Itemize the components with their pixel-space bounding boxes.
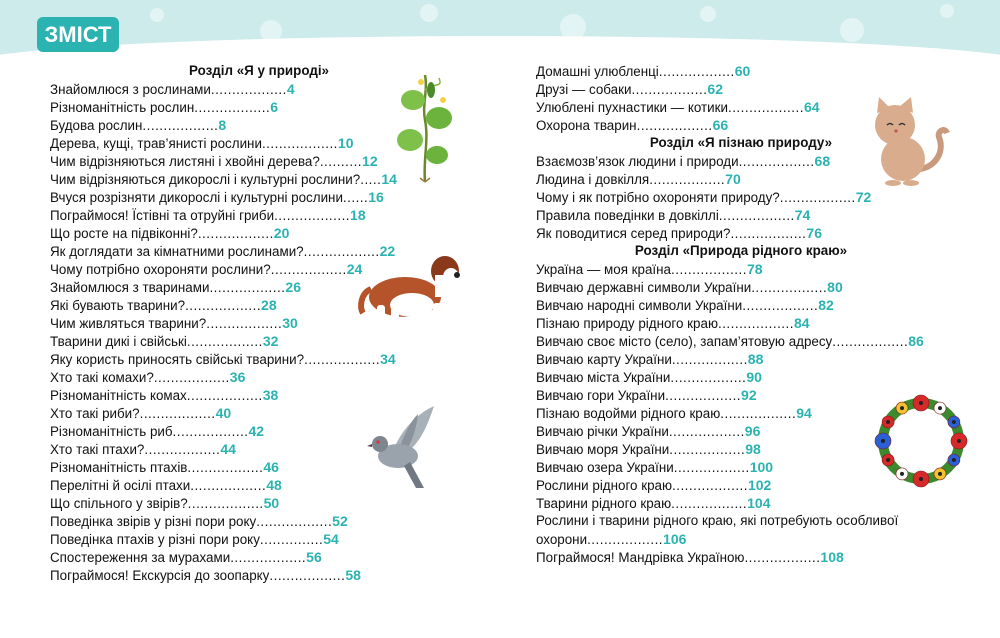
toc-dots: .................. xyxy=(190,478,267,493)
toc-entry-title: Улюблені пухнастики — котики xyxy=(536,100,728,115)
toc-entry-title: Рослини рідного краю xyxy=(536,478,673,493)
toc-dots: .................. xyxy=(738,154,815,169)
toc-dots: .................. xyxy=(718,208,795,223)
toc-dots: .......... xyxy=(319,154,363,169)
toc-entry[interactable] xyxy=(536,494,946,512)
toc-page-number[interactable]: 108 xyxy=(820,549,844,565)
wreath-flower-center xyxy=(952,420,956,424)
toc-dots: .................. xyxy=(587,532,664,547)
toc-dots: .................. xyxy=(669,442,746,457)
toc-entry-title: Різноманітність комах xyxy=(50,388,187,403)
toc-entry-title: Чим відрізняються листяні і хвойні дерева? xyxy=(50,154,320,169)
toc-entry-title: Різноманітність рослин xyxy=(50,100,195,115)
toc-dots: .................. xyxy=(672,478,748,493)
toc-dots: .................. xyxy=(671,262,747,277)
toc-entry-title: Пограймося! Їстівні та отруйні гриби xyxy=(50,208,275,223)
toc-page-number[interactable]: 32 xyxy=(262,333,279,349)
toc-page-number[interactable]: 62 xyxy=(707,81,723,97)
toc-entry[interactable] xyxy=(50,80,390,98)
toc-entry-title: Чим живляться тварини? xyxy=(50,316,207,331)
wreath-flower-center xyxy=(919,401,923,405)
toc-entry-title: Пограймося! Екскурсія до зоопарку xyxy=(50,568,270,583)
toc-entry[interactable] xyxy=(50,386,390,404)
toc-page-number[interactable]: 10 xyxy=(337,135,354,151)
toc-dots: .................. xyxy=(668,424,745,439)
toc-page-number[interactable]: 8 xyxy=(218,117,227,133)
toc-entry[interactable] xyxy=(536,296,946,314)
toc-entry[interactable] xyxy=(50,458,390,476)
toc-entry-title: Вивчаю народні символи України xyxy=(536,298,743,313)
toc-entry[interactable] xyxy=(536,350,946,368)
toc-entry[interactable] xyxy=(536,62,946,80)
toc-entry[interactable] xyxy=(50,170,397,188)
toc-page-number[interactable]: 18 xyxy=(350,207,366,223)
toc-page-number[interactable]: 24 xyxy=(346,261,363,277)
wreath-flower-center xyxy=(919,477,923,481)
toc-page-number[interactable]: 90 xyxy=(746,369,762,385)
toc-entry[interactable] xyxy=(536,206,946,224)
bubble-decoration xyxy=(940,4,954,18)
toc-dots: .................. xyxy=(670,370,747,385)
toc-page-number[interactable]: 92 xyxy=(741,387,757,403)
toc-entry[interactable] xyxy=(50,332,390,350)
toc-dots: .................. xyxy=(730,226,807,241)
toc-dots: .................. xyxy=(832,334,909,349)
toc-entry[interactable] xyxy=(50,404,390,422)
toc-dots: .................. xyxy=(230,550,307,565)
header-banner xyxy=(0,0,1000,58)
toc-page-number[interactable]: 12 xyxy=(362,153,378,169)
toc-page-number[interactable]: 34 xyxy=(380,351,396,367)
toc-entry[interactable] xyxy=(536,278,946,296)
flower-wreath-icon xyxy=(870,390,972,492)
wreath-flower-center xyxy=(957,439,961,443)
toc-entry[interactable] xyxy=(536,548,946,566)
toc-page-number[interactable]: 54 xyxy=(323,531,339,547)
toc-dots: .................. xyxy=(139,406,216,421)
toc-dots: .................. xyxy=(303,244,380,259)
toc-entry[interactable] xyxy=(536,80,946,98)
toc-entry[interactable] xyxy=(50,98,390,116)
toc-entry[interactable] xyxy=(50,134,390,152)
toc-entry[interactable] xyxy=(50,152,390,170)
toc-entry-title: Пограймося! Мандрівка Україною xyxy=(536,550,745,565)
toc-dots: .................. xyxy=(779,190,856,205)
toc-entry-title: Вивчаю державні символи України xyxy=(536,280,752,295)
toc-dots: .................. xyxy=(209,280,286,295)
toc-entry-title: Які бувають тварини? xyxy=(50,298,186,313)
toc-page-number[interactable]: 70 xyxy=(725,171,741,187)
toc-dots: .................. xyxy=(649,172,726,187)
wreath-flower-center xyxy=(886,458,890,462)
toc-dots: .................. xyxy=(274,208,351,223)
toc-page-number[interactable]: 68 xyxy=(814,153,831,169)
toc-dots: .................. xyxy=(197,226,274,241)
toc-dots: .................. xyxy=(631,82,708,97)
toc-entry[interactable] xyxy=(536,332,946,350)
toc-entry-title: Хто такі комахи? xyxy=(50,370,154,385)
toc-page-number[interactable]: 28 xyxy=(261,297,277,313)
cucumber-plant-icon xyxy=(395,70,455,185)
toc-entry-title: Знайомлюся з тваринами xyxy=(50,280,210,295)
toc-entry-title: Вивчаю карту України xyxy=(536,352,672,367)
toc-page-number[interactable]: 4 xyxy=(286,81,295,97)
toc-entry-title: Хто такі птахи? xyxy=(50,442,145,457)
toc-entry-title: Знайомлюся з рослинами xyxy=(50,82,211,97)
toc-dots: .................. xyxy=(186,388,263,403)
toc-dots: .................. xyxy=(261,136,338,151)
toc-dots: .................. xyxy=(172,424,249,439)
toc-entry-title: Поведінка звірів у різні пори року xyxy=(50,514,257,529)
wreath-flower-center xyxy=(938,472,942,476)
toc-entry[interactable] xyxy=(50,566,390,584)
toc-entry-title: Чому і як потрібно охороняти природу? xyxy=(536,190,780,205)
toc-page-number[interactable]: 52 xyxy=(332,513,348,529)
toc-page-number[interactable]: 22 xyxy=(379,243,396,259)
toc-page-number[interactable]: 42 xyxy=(248,423,265,439)
toc-dots: ..... xyxy=(360,172,382,187)
toc-page-number[interactable]: 104 xyxy=(747,495,771,511)
toc-entry[interactable] xyxy=(50,224,390,242)
toc-page-number[interactable]: 64 xyxy=(803,99,820,115)
toc-page-number[interactable]: 30 xyxy=(282,315,298,331)
section-heading: Розділ «Я пізнаю природу» xyxy=(649,135,833,150)
toc-page-number[interactable]: 98 xyxy=(745,441,761,457)
toc-page-number[interactable]: 40 xyxy=(215,405,232,421)
toc-entry-title: Взаємозв’язок людини і природи xyxy=(536,154,739,169)
toc-entry[interactable] xyxy=(50,296,390,314)
toc-entry-title: Перелітні й осілі птахи xyxy=(50,478,191,493)
toc-entry-title: Вивчаю озера України xyxy=(536,460,674,475)
toc-page-number[interactable]: 38 xyxy=(262,387,279,403)
wreath-flower-center xyxy=(938,406,942,410)
toc-entry[interactable] xyxy=(50,278,390,296)
wreath-flower-center xyxy=(900,472,904,476)
wreath-flower-center xyxy=(900,406,904,410)
toc-page-number[interactable]: 86 xyxy=(908,333,924,349)
bubble-decoration xyxy=(150,8,164,22)
toc-page-number[interactable]: 36 xyxy=(229,369,246,385)
toc-dots: .................. xyxy=(210,82,287,97)
toc-entry[interactable] xyxy=(536,224,946,242)
toc-entry[interactable] xyxy=(50,116,390,134)
toc-entry[interactable] xyxy=(536,314,946,332)
toc-entry-title: Чому потрібно охороняти рослини? xyxy=(50,262,271,277)
toc-entry[interactable] xyxy=(50,260,390,278)
toc-entry-title: Чим відрізняються дикорослі і культурні рослини? xyxy=(50,172,361,187)
toc-entry-title: Як поводитися серед природи? xyxy=(536,226,731,241)
dog-icon xyxy=(357,247,467,339)
toc-dots: .................. xyxy=(671,352,748,367)
toc-entry-title: Рослини і тварини рідного краю, які потребують особливої xyxy=(536,513,899,528)
toc-entry[interactable] xyxy=(50,206,390,224)
page-title: ЗМІСТ xyxy=(37,17,119,52)
toc-page-number[interactable]: 76 xyxy=(806,225,822,241)
toc-dots: .................. xyxy=(744,550,821,565)
toc-entry[interactable] xyxy=(50,350,396,368)
toc-page-number[interactable]: 78 xyxy=(746,261,763,277)
toc-entry-title: Що росте на підвіконні? xyxy=(50,226,198,241)
toc-dots: .................. xyxy=(186,334,263,349)
toc-entry-title: Людина і довкілля xyxy=(536,172,650,187)
toc-entry[interactable] xyxy=(50,368,390,386)
toc-dots: .................. xyxy=(187,496,264,511)
toc-page-number[interactable]: 82 xyxy=(818,297,834,313)
toc-page-number[interactable]: 60 xyxy=(734,63,751,79)
toc-entry-title: Друзі — собаки xyxy=(536,82,632,97)
toc-page-number[interactable]: 26 xyxy=(285,279,301,295)
toc-entry-title: Різноманітність риб xyxy=(50,424,173,439)
toc-entry-title: Дерева, кущі, трав’янисті рослини xyxy=(50,136,262,151)
toc-entry[interactable] xyxy=(50,548,390,566)
toc-page-number[interactable]: 100 xyxy=(749,459,774,475)
toc-entry[interactable] xyxy=(50,512,390,530)
toc-page-number[interactable]: 102 xyxy=(747,477,772,493)
toc-dots: .................. xyxy=(187,460,264,475)
toc-page-number[interactable]: 46 xyxy=(263,459,279,475)
toc-dots: .................. xyxy=(185,298,262,313)
toc-entry[interactable] xyxy=(536,260,946,278)
toc-page-number[interactable]: 96 xyxy=(744,423,761,439)
toc-dots: .................. xyxy=(269,568,346,583)
toc-dots: .................. xyxy=(751,280,828,295)
toc-page-number[interactable]: 14 xyxy=(381,171,397,187)
toc-dots: .................. xyxy=(717,316,794,331)
toc-left-column xyxy=(50,62,397,584)
toc-page-number[interactable]: 6 xyxy=(270,99,278,115)
toc-entry[interactable] xyxy=(50,422,390,440)
toc-entry-title: Домашні улюбленці xyxy=(536,64,659,79)
toc-entry-title: Україна — моя країна xyxy=(536,262,671,277)
toc-page-number[interactable]: 50 xyxy=(263,495,280,511)
toc-dots: ............... xyxy=(259,532,324,547)
toc-dots: .................. xyxy=(206,316,283,331)
toc-entry[interactable] xyxy=(536,512,946,530)
toc-entry[interactable] xyxy=(50,494,390,512)
toc-entry[interactable] xyxy=(50,188,390,206)
toc-entry-title: Вивчаю своє місто (село), запам’ятовую адресу xyxy=(536,334,833,349)
toc-dots: .................. xyxy=(194,100,271,115)
toc-page-number[interactable]: 20 xyxy=(273,225,290,241)
toc-dots: .................. xyxy=(144,442,221,457)
wreath-flower-center xyxy=(886,420,890,424)
toc-entry-title: Різноманітність птахів xyxy=(50,460,188,475)
toc-entry-title: Пізнаю водойми рідного краю xyxy=(536,406,721,421)
toc-page-number[interactable]: 94 xyxy=(796,405,812,421)
toc-entry-title: Яку користь приносять свійські тварини? xyxy=(50,352,305,367)
toc-entry-continued[interactable] xyxy=(536,530,946,548)
toc-entry-title: Охорона тварин xyxy=(536,118,637,133)
toc-entry-title: Будова рослин xyxy=(50,118,143,133)
toc-entry-title: Спостереження за мурахами xyxy=(50,550,231,565)
toc-entry[interactable] xyxy=(50,530,390,548)
bubble-decoration xyxy=(840,18,864,42)
toc-dots: ...... xyxy=(342,190,369,205)
toc-entry-title: Вивчаю річки України xyxy=(536,424,669,439)
toc-page-number[interactable]: 72 xyxy=(855,189,872,205)
toc-page-number[interactable]: 16 xyxy=(368,189,384,205)
toc-dots: .................. xyxy=(673,460,750,475)
toc-dots: .................. xyxy=(142,118,219,133)
toc-entry-title: Вивчаю моря України xyxy=(536,442,670,457)
toc-entry[interactable] xyxy=(50,476,390,494)
toc-entry-title: Хто такі риби? xyxy=(50,406,140,421)
toc-entry-title: Що спільного у звірів? xyxy=(50,496,188,511)
toc-entry[interactable] xyxy=(50,440,390,458)
toc-entry-title: Поведінка птахів у різні пори року xyxy=(50,532,260,547)
toc-dots: .................. xyxy=(270,262,347,277)
toc-page-number[interactable]: 56 xyxy=(306,549,322,565)
section-heading: Розділ «Природа рідного краю» xyxy=(634,243,848,258)
toc-entry[interactable] xyxy=(50,314,390,332)
toc-dots: .................. xyxy=(636,118,713,133)
toc-dots: .................. xyxy=(727,100,804,115)
toc-page-number[interactable]: 84 xyxy=(793,315,810,331)
toc-dots: .................. xyxy=(671,496,748,511)
toc-entry-title: Тварини дикі і свійські xyxy=(50,334,187,349)
toc-entry-title: Вивчаю міста України xyxy=(536,370,671,385)
toc-page-number[interactable]: 48 xyxy=(266,477,282,493)
toc-page-number[interactable]: 106 xyxy=(663,531,687,547)
pigeon-icon xyxy=(366,404,438,490)
toc-entry[interactable] xyxy=(536,188,946,206)
toc-page-number[interactable]: 80 xyxy=(827,279,843,295)
toc-page-number[interactable]: 74 xyxy=(794,207,811,223)
wreath-flower-center xyxy=(881,439,885,443)
toc-entry-title: Тварини рідного краю xyxy=(536,496,672,511)
wreath-flower-center xyxy=(952,458,956,462)
toc-page-number[interactable]: 58 xyxy=(345,567,361,583)
toc-entry-title: Як доглядати за кімнатними рослинами? xyxy=(50,244,304,259)
toc-dots: .................. xyxy=(720,406,797,421)
toc-dots: .................. xyxy=(665,388,742,403)
toc-entry[interactable] xyxy=(50,242,396,260)
section-heading: Розділ «Я у природі» xyxy=(188,63,329,78)
toc-entry-title: Вивчаю гори України xyxy=(536,388,666,403)
toc-entry-title: Правила поведінки в довкіллі xyxy=(536,208,719,223)
toc-dots: .................. xyxy=(742,298,819,313)
toc-dots: .................. xyxy=(256,514,333,529)
bubble-decoration xyxy=(420,4,438,22)
toc-entry-title: Вчуся розрізняти дикорослі і культурні рослини xyxy=(50,190,343,205)
toc-page-number[interactable]: 88 xyxy=(747,351,764,367)
toc-dots: .................. xyxy=(153,370,230,385)
toc-entry-title: Пізнаю природу рідного краю xyxy=(536,316,718,331)
toc-entry[interactable] xyxy=(536,368,946,386)
cat-icon xyxy=(865,97,950,187)
toc-dots: .................. xyxy=(304,352,381,367)
bubble-decoration xyxy=(700,6,716,22)
toc-entry-title: охорони xyxy=(536,532,588,547)
toc-page-number[interactable]: 44 xyxy=(220,441,236,457)
toc-page-number[interactable]: 66 xyxy=(712,117,729,133)
toc-dots: .................. xyxy=(658,64,735,79)
